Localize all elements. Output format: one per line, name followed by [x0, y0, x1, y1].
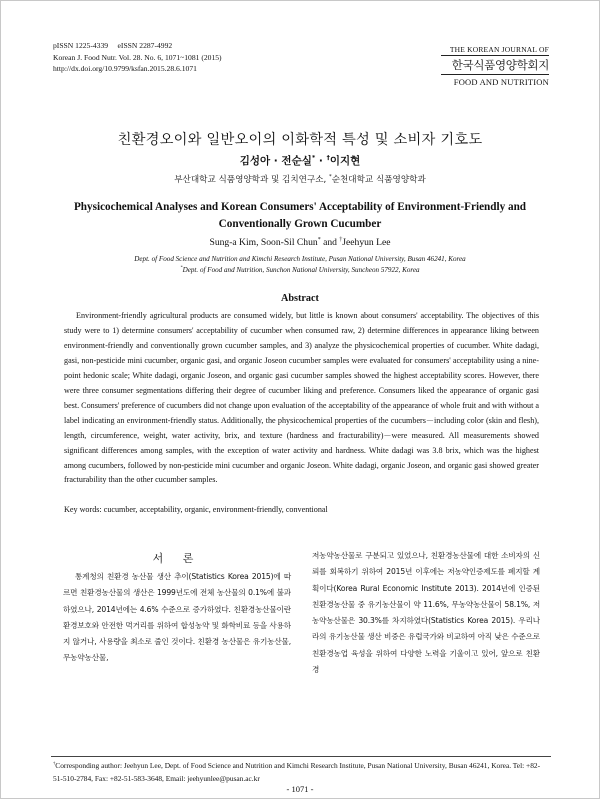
affil-ko-2: 순천대학교 식품영양학과	[331, 175, 426, 185]
intro-left-text: 통계청의 친환경 농산물 생산 추이(Statistics Korea 2015)에 따르면 친환경농산물의 생산은 1999년도에 전체 농산물의 0.1%에 불과하였으나, 2014년에는 4.6% 수준으로 증가하였다. 친환경농산물이란 환경보호와 안전한 먹거리를 위하여 합성농약 및 화학비료 등을 사용하지 않거나, 사용량을 최소로 줄인 것이다. 친환경 농산물은 유기농산물, 무농약농산물,	[63, 572, 291, 663]
journal-name-en-top: THE KOREAN JOURNAL OF	[449, 45, 549, 54]
author-en-1: Sung-a Kim, Soon-Sil Chun	[209, 237, 318, 248]
author-ko-separator: ·	[315, 155, 327, 167]
affiliation-english	[1, 254, 599, 276]
affil-en-2: Dept. of Food and Nutrition, Sunchon National University, Suncheon 57922, Korea	[182, 266, 420, 274]
author-ko-2: 이지현	[329, 155, 361, 167]
title-korean: 친환경오이와 일반오이의 이화학적 특성 및 소비자 기호도	[117, 132, 483, 148]
publication-meta	[53, 40, 222, 75]
authors-korean	[1, 153, 599, 168]
author-ko-1-mark: *	[311, 153, 316, 162]
journal-rule-bottom	[441, 74, 549, 75]
citation-line: Korean J. Food Nutr. Vol. 28. No. 6, 1071~1081 (2015)	[53, 52, 222, 62]
affil-en-1: Dept. of Food Science and Nutrition and Kimchi Research Institute, Pusan National University, Busan 46241, Korea	[134, 255, 466, 263]
abstract-text: Environment-friendly agricultural products are consumed widely, but little is known about consumers' acceptability. The objectives of this study were to 1) determine consumers' acceptability of cucumber when consumed raw, 2) determine differences in appearance liking between environment-friendly and conventionally grown cucumber samples, and 3) analyze the physicochemical properties of cucumber. White dadagi, gasi, non-pesticide mini cucumber, organic gasi, and organic Joseon cucumber samples were evaluated for consumers' acceptability using a nine-point hedonic scale; White dadagi, organic Joseon, and organic gasi cucumber samples showed the highest acceptability scores. However, there were three consumer segmentations differing their degree of cucumber liking and preference. Consumers liked the appearance of organic gasi best. Consumers' preference of cucumbers did not change upon evaluation of the acceptability of the appearance of whole fruit and with without a label indicating an environment-friendly status. Additionally, the physicochemical properties of the cucumbers－including color (skin and flesh), length, circumference, weight, water activity, brix, and texture (hardness and fracturability)－were measured. All measurements showed significant differences among samples, with the exception of water activity and hardness. White dadagi was 3.8 brix, which was the highest among cucumbers, followed by non-pesticide mini cucumber and organic Joseon. White dadagi, organic Joseon, and organic gasi showed greater fracturability than the other cucumber samples.	[64, 311, 539, 485]
affiliation-korean	[1, 173, 599, 185]
author-ko-1: 김성아 · 전순실	[239, 155, 312, 167]
journal-rule-top	[441, 55, 549, 56]
affil-ko-mark: *	[329, 174, 332, 181]
issn-line: pISSN 1225-4339 eISSN 2287-4992	[53, 41, 173, 50]
intro-right-text: 저농약농산물로 구분되고 있었으나, 친환경농산물에 대한 소비자의 신뢰를 회복하기 위하여 2015년 이후에는 저농약인증제도를 폐지할 계획이다(Korea Rural Economic Institute 2013). 2014년에 인증된 친환경농산물 중 유기농산물이 약 11.6%, 무농약농산물이 58.1%, 저농약농산물은 30.3%를 차지하였다(Statistics Korea 2015). 우리나라의 유기농산물 생산 비중은 유럽국가와 비교하여 아직 낮은 수준으로 친환경농업 육성을 위하여 다양한 노력을 기울이고 있어, 앞으로 친환경	[312, 551, 540, 675]
affil-ko-1: 부산대학교 식품영양학과 및 김치연구소,	[174, 175, 327, 185]
footnote-mark: †	[53, 760, 56, 766]
journal-name-ko: 한국식품영양학회지	[451, 58, 549, 72]
corresponding-author-footnote	[53, 759, 549, 785]
affil-en-2-line	[1, 265, 599, 276]
abstract-heading: Abstract	[281, 293, 319, 304]
author-en-and: and	[320, 237, 340, 248]
page-number: - 1071 -	[286, 784, 314, 794]
title-english: Physicochemical Analyses and Korean Consumers' Acceptability of Environment-Friendly and Conventionally Grown Cucumber	[73, 201, 527, 230]
intro-column-right	[312, 548, 540, 678]
journal-name-en-bottom: FOOD AND NUTRITION	[453, 77, 549, 87]
intro-column-left	[63, 569, 291, 667]
affil-en-mark: *	[180, 264, 183, 270]
author-en-2: Jeehyun Lee	[342, 237, 391, 248]
journal-logo	[441, 45, 549, 87]
doi-link[interactable]: http://dx.doi.org/10.9799/ksfan.2015.28.6.1071	[53, 64, 197, 74]
section-heading-introduction: 서 론	[152, 552, 202, 565]
author-ko-2-mark: †	[326, 153, 330, 162]
author-en-1-mark: *	[317, 236, 321, 243]
author-en-2-mark: †	[339, 236, 343, 243]
footnote-divider	[51, 756, 551, 757]
keywords: Key words: cucumber, acceptability, organic, environment-friendly, conventional	[64, 505, 328, 514]
footnote-text: Corresponding author: Jeehyun Lee, Dept. of Food Science and Nutrition and Kimchi Research Institute, Pusan National University, Busan 46241, Korea. Tel: +82-51-510-2784, Fax: +82-51-583-3648, Email: jeehyunlee@pusan.ac.kr	[53, 761, 541, 783]
authors-english	[1, 237, 599, 248]
